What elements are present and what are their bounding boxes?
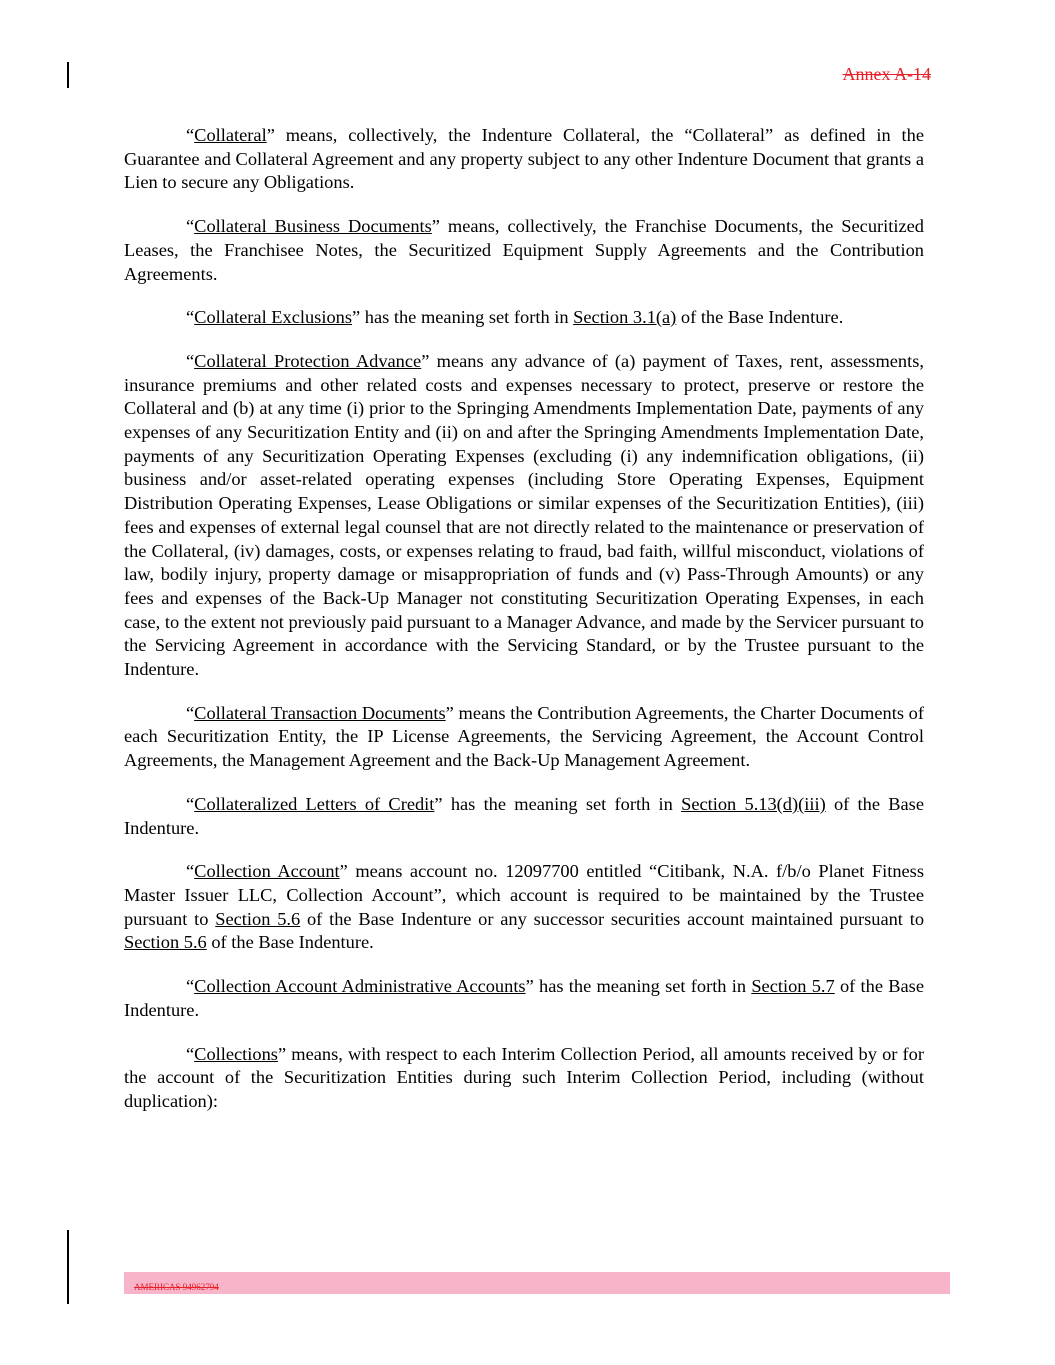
section-reference: Section 5.13(d)(iii) [681, 793, 826, 814]
open-quote: “ [186, 307, 195, 328]
definition-collection-account [124, 860, 924, 955]
page-label: Annex A-14 [842, 64, 931, 84]
defined-term: Collateralized Letters of Credit [194, 793, 435, 814]
defined-term: Collection Account Administrative Accounts [194, 976, 526, 997]
defined-term: Collateral Exclusions [194, 307, 352, 328]
change-bar-bottom [67, 1230, 69, 1304]
section-reference: Section 5.6 [124, 932, 207, 953]
section-reference: Section 5.7 [751, 976, 835, 997]
definition-collateral-business-documents [124, 215, 924, 286]
definition-collection-account-administrative-accounts [124, 975, 924, 1022]
open-quote: “ [186, 861, 195, 882]
definition-text: of the Base Indenture. [676, 307, 844, 328]
definition-text: of the Base Indenture. [124, 793, 924, 838]
footer-band [124, 1272, 950, 1294]
definition-text: ” means, with respect to each Interim Collection Period, all amounts received by or for the account of the Securitization Entities during such Interim Collection Period, including (without duplication): [124, 1043, 924, 1111]
definition-collateral-exclusions [124, 306, 924, 330]
definition-text: of the Base Indenture. [124, 976, 925, 1020]
definition-text: ” has the meaning set forth in [352, 307, 574, 328]
section-reference: Section 3.1(a) [573, 307, 677, 328]
definition-text: ” has the meaning set forth in [525, 976, 752, 997]
definition-text: ” means the Contribution Agreements, the Charter Documents of each Securitization Entity, the IP License Agreements, the Servicing Agreement, the Account Control Agreements, the Management Agreement and the Back-Up Management Agreement. [124, 702, 924, 771]
definition-collateral-protection-advance [124, 350, 924, 682]
definition-text: ” means, collectively, the Franchise Documents, the Securitized Leases, the Franchisee Notes, the Securitized Equipment Supply Agreements and the Contribution Agreements. [124, 216, 924, 284]
definition-text: ” has the meaning set forth in [434, 793, 682, 814]
definition-text: ” means, collectively, the Indenture Collateral, the “Collateral” as defined in the Guarantee and Collateral Agreement and any property subject to any other Indenture Document that grants a Lien to secure any Obligations. [124, 125, 924, 193]
definition-collateral-transaction-documents [124, 702, 924, 773]
defined-term: Collections [194, 1043, 278, 1064]
definition-text: ” means any advance of (a) payment of Taxes, rent, assessments, insurance premiums and other related costs and expenses necessary to protect, preserve or restore the Collateral and (b) at any time (i) prior to the Springing Amendments Implementation Date, payments of any expenses of any Securitization Entity and (ii) on and after the Springing Amendments Implementation Date, payments of any Securitization Operating Expenses (excluding (i) any indemnification obligations, (ii) business and/or asset-related operating expenses (including Store Operating Expenses, Equipment Distribution Operating Expenses, Lease Obligations or similar expenses of the Securitization Entities), (iii) fees and expenses of external legal counsel that are not directly related to the maintenance or preservation of the Collateral, (iv) damages, costs, or expenses relating to fraud, bad faith, willful misconduct, violations of law, bodily injury, property damage or misappropriation of funds and (v) Pass-Through Amounts) or any fees and expenses of the Back-Up Manager not constituting Securitization Operating Expenses, in each case, to the extent not previously paid pursuant to a Manager Advance, and made by the Servicer pursuant to the Servicing Agreement in accordance with the Servicing Standard, or by the Trustee pursuant to the Indenture. [124, 350, 924, 680]
defined-term: Collateral Business Documents [194, 216, 432, 237]
document-id: AMERICAS 94962794 [134, 1282, 219, 1292]
definition-collateralized-letters-of-credit [124, 793, 924, 840]
section-reference: Section 5.6 [215, 908, 301, 929]
defined-term: Collection Account [194, 861, 340, 882]
defined-term: Collateral Transaction Documents [194, 702, 446, 723]
open-quote: “ [186, 216, 195, 237]
open-quote: “ [186, 1043, 195, 1064]
change-bar-top [67, 62, 69, 88]
definition-text: of the Base Indenture. [206, 932, 374, 953]
document-body [124, 124, 924, 1134]
open-quote: “ [186, 702, 195, 723]
definition-collections [124, 1043, 924, 1114]
open-quote: “ [186, 125, 195, 145]
open-quote: “ [186, 350, 195, 371]
defined-term: Collateral [194, 125, 267, 145]
open-quote: “ [186, 976, 195, 997]
open-quote: “ [186, 793, 195, 814]
defined-term: Collateral Protection Advance [194, 350, 422, 371]
definition-text: ” means account no. 12097700 entitled “Citibank, N.A. f/b/o Planet Fitness Master Issuer LLC, Collection Account”, which account is required to be maintained by the Trustee pursuant to [124, 861, 924, 929]
definition-text: of the Base Indenture or any successor securities account maintained pursuant to [300, 908, 925, 929]
definition-collateral [124, 124, 924, 195]
